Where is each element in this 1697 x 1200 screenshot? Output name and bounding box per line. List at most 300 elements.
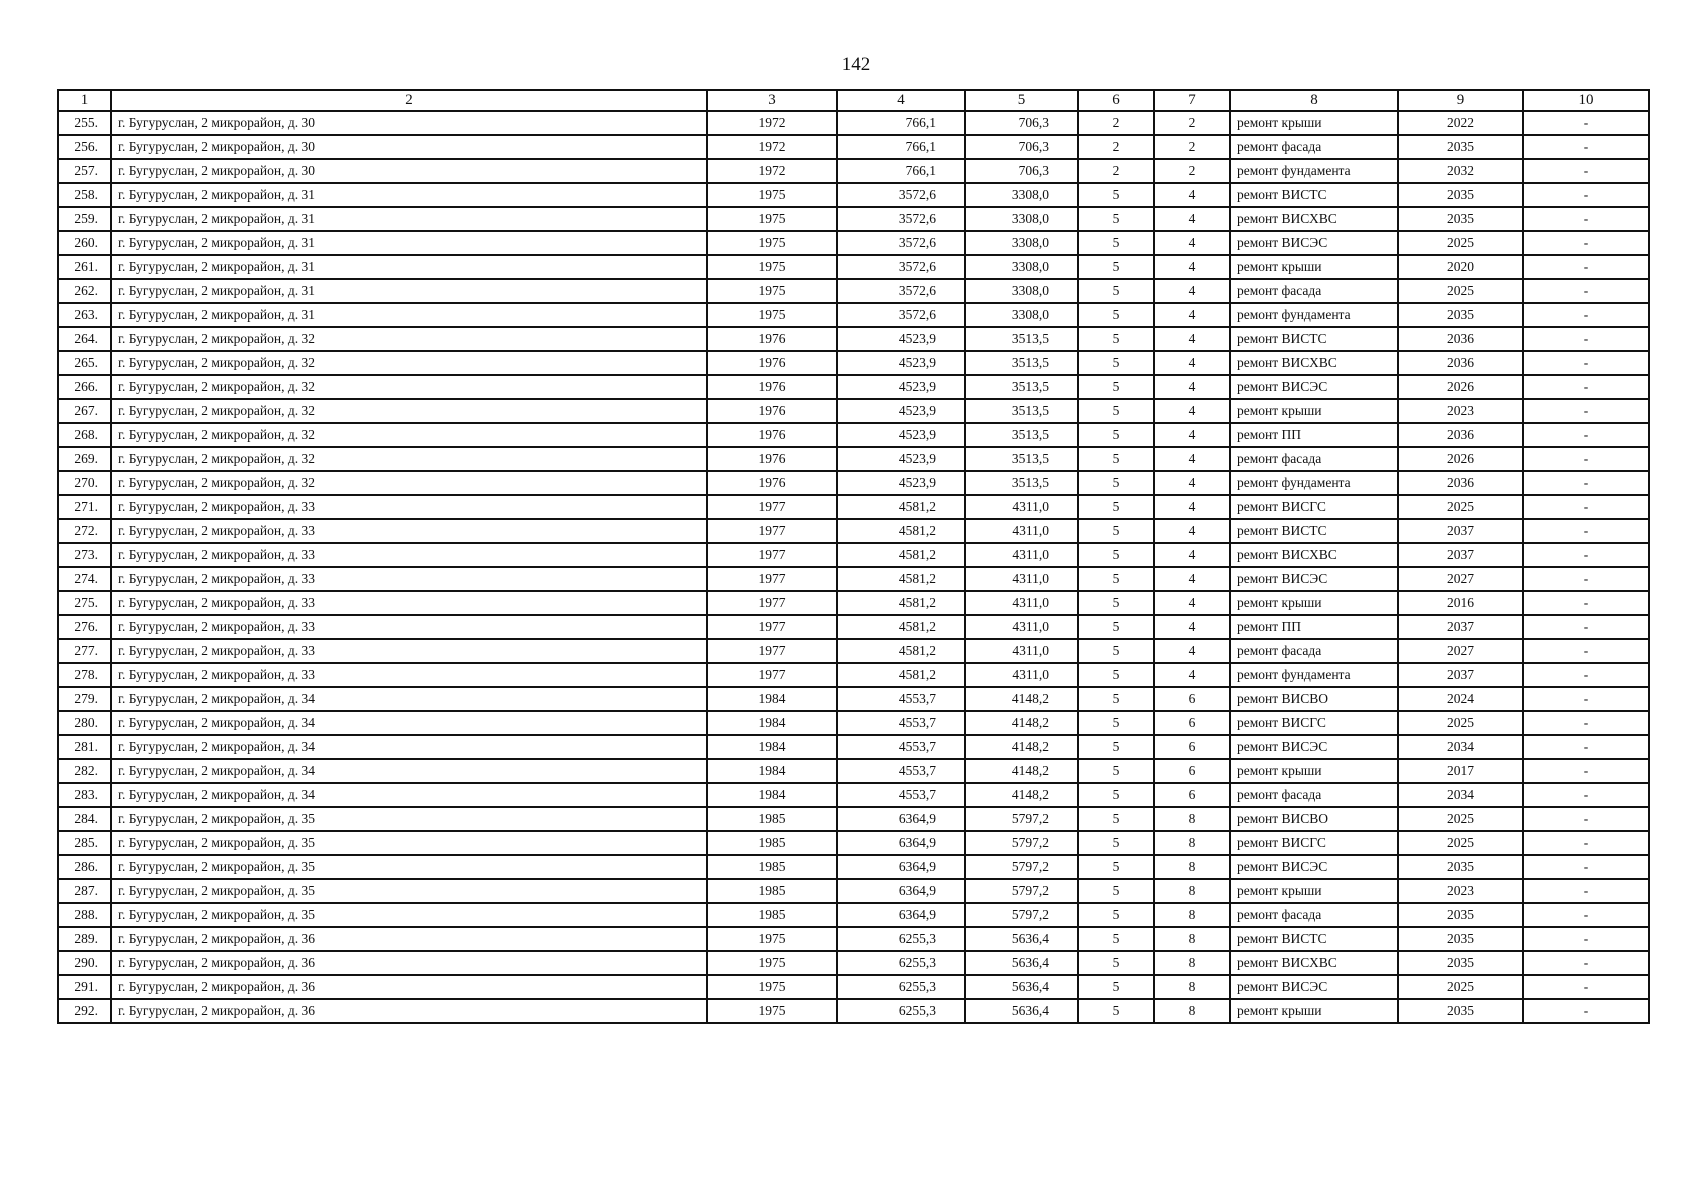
planned-year-cell: 2036 [1398,327,1523,351]
row-number-cell: 262. [58,279,111,303]
row-number-cell: 263. [58,303,111,327]
floors-cell: 5 [1078,615,1154,639]
floors-cell: 5 [1078,327,1154,351]
note-cell: - [1523,903,1649,927]
entrances-cell: 4 [1154,231,1230,255]
floors-cell: 2 [1078,135,1154,159]
living-area-cell: 5797,2 [965,879,1078,903]
living-area-cell: 4311,0 [965,663,1078,687]
row-number-cell: 268. [58,423,111,447]
table-row [58,255,1649,279]
row-number-cell: 264. [58,327,111,351]
note-cell: - [1523,447,1649,471]
work-type-cell: ремонт ВИСТС [1230,519,1398,543]
address-cell: г. Бугуруслан, 2 микрорайон, д. 33 [111,543,707,567]
floors-cell: 5 [1078,879,1154,903]
table-row [58,591,1649,615]
entrances-cell: 8 [1154,927,1230,951]
note-cell: - [1523,111,1649,135]
address-cell: г. Бугуруслан, 2 микрорайон, д. 30 [111,159,707,183]
row-number-cell: 291. [58,975,111,999]
column-header: 8 [1230,90,1398,111]
planned-year-cell: 2036 [1398,471,1523,495]
column-header: 4 [837,90,965,111]
work-type-cell: ремонт ВИСХВС [1230,543,1398,567]
note-cell: - [1523,495,1649,519]
row-number-cell: 284. [58,807,111,831]
living-area-cell: 4311,0 [965,591,1078,615]
row-number-cell: 280. [58,711,111,735]
build-year-cell: 1976 [707,375,837,399]
row-number-cell: 289. [58,927,111,951]
floors-cell: 5 [1078,591,1154,615]
row-number-cell: 283. [58,783,111,807]
living-area-cell: 5636,4 [965,975,1078,999]
planned-year-cell: 2037 [1398,543,1523,567]
total-area-cell: 6255,3 [837,975,965,999]
living-area-cell: 4311,0 [965,543,1078,567]
living-area-cell: 3308,0 [965,279,1078,303]
floors-cell: 5 [1078,399,1154,423]
row-number-cell: 290. [58,951,111,975]
note-cell: - [1523,735,1649,759]
address-cell: г. Бугуруслан, 2 микрорайон, д. 35 [111,807,707,831]
table-row [58,351,1649,375]
row-number-cell: 282. [58,759,111,783]
total-area-cell: 4523,9 [837,447,965,471]
address-cell: г. Бугуруслан, 2 микрорайон, д. 33 [111,567,707,591]
total-area-cell: 6255,3 [837,927,965,951]
planned-year-cell: 2037 [1398,663,1523,687]
planned-year-cell: 2023 [1398,399,1523,423]
living-area-cell: 3308,0 [965,231,1078,255]
table-row [58,975,1649,999]
work-type-cell: ремонт ВИСГС [1230,711,1398,735]
entrances-cell: 4 [1154,543,1230,567]
planned-year-cell: 2024 [1398,687,1523,711]
living-area-cell: 5636,4 [965,951,1078,975]
planned-year-cell: 2027 [1398,567,1523,591]
build-year-cell: 1972 [707,111,837,135]
work-type-cell: ремонт ПП [1230,615,1398,639]
address-cell: г. Бугуруслан, 2 микрорайон, д. 33 [111,591,707,615]
floors-cell: 5 [1078,279,1154,303]
entrances-cell: 6 [1154,687,1230,711]
build-year-cell: 1977 [707,591,837,615]
address-cell: г. Бугуруслан, 2 микрорайон, д. 32 [111,327,707,351]
entrances-cell: 8 [1154,975,1230,999]
row-number-cell: 292. [58,999,111,1023]
build-year-cell: 1985 [707,831,837,855]
note-cell: - [1523,639,1649,663]
table-row [58,663,1649,687]
planned-year-cell: 2035 [1398,855,1523,879]
address-cell: г. Бугуруслан, 2 микрорайон, д. 32 [111,399,707,423]
entrances-cell: 2 [1154,135,1230,159]
note-cell: - [1523,831,1649,855]
entrances-cell: 4 [1154,639,1230,663]
work-type-cell: ремонт ВИСЭС [1230,735,1398,759]
address-cell: г. Бугуруслан, 2 микрорайон, д. 36 [111,999,707,1023]
total-area-cell: 4523,9 [837,375,965,399]
page-number: 142 [841,54,871,75]
table-row [58,879,1649,903]
row-number-cell: 273. [58,543,111,567]
note-cell: - [1523,807,1649,831]
living-area-cell: 5797,2 [965,903,1078,927]
column-header: 9 [1398,90,1523,111]
address-cell: г. Бугуруслан, 2 микрорайон, д. 31 [111,255,707,279]
build-year-cell: 1976 [707,423,837,447]
table-row [58,711,1649,735]
row-number-cell: 272. [58,519,111,543]
total-area-cell: 3572,6 [837,183,965,207]
note-cell: - [1523,687,1649,711]
total-area-cell: 3572,6 [837,207,965,231]
total-area-cell: 6364,9 [837,903,965,927]
row-number-cell: 257. [58,159,111,183]
table-row [58,903,1649,927]
planned-year-cell: 2023 [1398,879,1523,903]
floors-cell: 5 [1078,999,1154,1023]
total-area-cell: 4581,2 [837,495,965,519]
table-row [58,519,1649,543]
row-number-cell: 260. [58,231,111,255]
total-area-cell: 6364,9 [837,855,965,879]
floors-cell: 5 [1078,807,1154,831]
entrances-cell: 8 [1154,999,1230,1023]
planned-year-cell: 2034 [1398,783,1523,807]
entrances-cell: 4 [1154,519,1230,543]
table-row [58,447,1649,471]
planned-year-cell: 2025 [1398,279,1523,303]
work-type-cell: ремонт ПП [1230,423,1398,447]
total-area-cell: 6255,3 [837,951,965,975]
entrances-cell: 4 [1154,399,1230,423]
living-area-cell: 3513,5 [965,423,1078,447]
build-year-cell: 1976 [707,351,837,375]
entrances-cell: 4 [1154,591,1230,615]
floors-cell: 2 [1078,159,1154,183]
floors-cell: 5 [1078,639,1154,663]
work-type-cell: ремонт фундамента [1230,663,1398,687]
column-number-header-row [58,90,1649,111]
entrances-cell: 8 [1154,807,1230,831]
address-cell: г. Бугуруслан, 2 микрорайон, д. 31 [111,183,707,207]
total-area-cell: 4581,2 [837,663,965,687]
total-area-cell: 4581,2 [837,543,965,567]
planned-year-cell: 2036 [1398,351,1523,375]
planned-year-cell: 2035 [1398,135,1523,159]
living-area-cell: 3513,5 [965,447,1078,471]
build-year-cell: 1976 [707,447,837,471]
table-row [58,759,1649,783]
floors-cell: 5 [1078,735,1154,759]
living-area-cell: 3513,5 [965,399,1078,423]
entrances-cell: 4 [1154,567,1230,591]
entrances-cell: 2 [1154,159,1230,183]
living-area-cell: 3308,0 [965,183,1078,207]
floors-cell: 5 [1078,471,1154,495]
total-area-cell: 4581,2 [837,591,965,615]
planned-year-cell: 2035 [1398,903,1523,927]
row-number-cell: 266. [58,375,111,399]
note-cell: - [1523,567,1649,591]
total-area-cell: 766,1 [837,111,965,135]
build-year-cell: 1975 [707,999,837,1023]
build-year-cell: 1975 [707,279,837,303]
work-type-cell: ремонт крыши [1230,111,1398,135]
planned-year-cell: 2025 [1398,807,1523,831]
planned-year-cell: 2027 [1398,639,1523,663]
build-year-cell: 1977 [707,663,837,687]
planned-year-cell: 2035 [1398,951,1523,975]
address-cell: г. Бугуруслан, 2 микрорайон, д. 32 [111,447,707,471]
floors-cell: 5 [1078,975,1154,999]
note-cell: - [1523,423,1649,447]
planned-year-cell: 2026 [1398,375,1523,399]
address-cell: г. Бугуруслан, 2 микрорайон, д. 32 [111,423,707,447]
living-area-cell: 3513,5 [965,471,1078,495]
table-row [58,207,1649,231]
note-cell: - [1523,783,1649,807]
living-area-cell: 706,3 [965,111,1078,135]
build-year-cell: 1975 [707,303,837,327]
total-area-cell: 4553,7 [837,687,965,711]
row-number-cell: 285. [58,831,111,855]
build-year-cell: 1977 [707,567,837,591]
work-type-cell: ремонт фасада [1230,135,1398,159]
table-row [58,471,1649,495]
total-area-cell: 4553,7 [837,735,965,759]
address-cell: г. Бугуруслан, 2 микрорайон, д. 34 [111,759,707,783]
living-area-cell: 5797,2 [965,855,1078,879]
entrances-cell: 4 [1154,471,1230,495]
address-cell: г. Бугуруслан, 2 микрорайон, д. 35 [111,903,707,927]
work-type-cell: ремонт фасада [1230,903,1398,927]
note-cell: - [1523,303,1649,327]
total-area-cell: 6364,9 [837,807,965,831]
build-year-cell: 1972 [707,135,837,159]
planned-year-cell: 2035 [1398,999,1523,1023]
note-cell: - [1523,519,1649,543]
column-header: 1 [58,90,111,111]
entrances-cell: 6 [1154,735,1230,759]
entrances-cell: 4 [1154,207,1230,231]
living-area-cell: 5636,4 [965,927,1078,951]
note-cell: - [1523,183,1649,207]
note-cell: - [1523,351,1649,375]
total-area-cell: 4581,2 [837,519,965,543]
floors-cell: 5 [1078,255,1154,279]
note-cell: - [1523,279,1649,303]
living-area-cell: 4311,0 [965,495,1078,519]
total-area-cell: 3572,6 [837,279,965,303]
note-cell: - [1523,135,1649,159]
address-cell: г. Бугуруслан, 2 микрорайон, д. 31 [111,279,707,303]
row-number-cell: 259. [58,207,111,231]
table-body [58,111,1649,1023]
floors-cell: 5 [1078,687,1154,711]
column-header: 6 [1078,90,1154,111]
total-area-cell: 4523,9 [837,327,965,351]
planned-year-cell: 2025 [1398,711,1523,735]
build-year-cell: 1975 [707,255,837,279]
row-number-cell: 276. [58,615,111,639]
floors-cell: 5 [1078,831,1154,855]
planned-year-cell: 2025 [1398,831,1523,855]
total-area-cell: 3572,6 [837,303,965,327]
row-number-cell: 286. [58,855,111,879]
note-cell: - [1523,615,1649,639]
table-row [58,639,1649,663]
total-area-cell: 4553,7 [837,759,965,783]
build-year-cell: 1975 [707,183,837,207]
row-number-cell: 288. [58,903,111,927]
entrances-cell: 4 [1154,279,1230,303]
address-cell: г. Бугуруслан, 2 микрорайон, д. 34 [111,687,707,711]
note-cell: - [1523,375,1649,399]
floors-cell: 5 [1078,711,1154,735]
work-type-cell: ремонт ВИСЭС [1230,231,1398,255]
row-number-cell: 287. [58,879,111,903]
note-cell: - [1523,879,1649,903]
build-year-cell: 1984 [707,759,837,783]
work-type-cell: ремонт фасада [1230,639,1398,663]
address-cell: г. Бугуруслан, 2 микрорайон, д. 34 [111,711,707,735]
table-row [58,495,1649,519]
row-number-cell: 258. [58,183,111,207]
entrances-cell: 4 [1154,495,1230,519]
build-year-cell: 1984 [707,783,837,807]
work-type-cell: ремонт ВИСХВС [1230,951,1398,975]
work-type-cell: ремонт фасада [1230,279,1398,303]
living-area-cell: 3513,5 [965,351,1078,375]
row-number-cell: 278. [58,663,111,687]
total-area-cell: 4523,9 [837,351,965,375]
total-area-cell: 766,1 [837,135,965,159]
address-cell: г. Бугуруслан, 2 микрорайон, д. 33 [111,639,707,663]
note-cell: - [1523,975,1649,999]
work-type-cell: ремонт крыши [1230,591,1398,615]
table-row [58,327,1649,351]
address-cell: г. Бугуруслан, 2 микрорайон, д. 33 [111,615,707,639]
row-number-cell: 271. [58,495,111,519]
address-cell: г. Бугуруслан, 2 микрорайон, д. 34 [111,735,707,759]
build-year-cell: 1972 [707,159,837,183]
floors-cell: 5 [1078,903,1154,927]
column-header: 3 [707,90,837,111]
address-cell: г. Бугуруслан, 2 микрорайон, д. 30 [111,135,707,159]
table-row [58,279,1649,303]
floors-cell: 5 [1078,495,1154,519]
column-header: 10 [1523,90,1649,111]
address-cell: г. Бугуруслан, 2 микрорайон, д. 36 [111,951,707,975]
address-cell: г. Бугуруслан, 2 микрорайон, д. 35 [111,879,707,903]
total-area-cell: 3572,6 [837,231,965,255]
table-row [58,423,1649,447]
entrances-cell: 8 [1154,903,1230,927]
work-type-cell: ремонт фасада [1230,783,1398,807]
work-type-cell: ремонт ВИСВО [1230,807,1398,831]
build-year-cell: 1977 [707,519,837,543]
table-row [58,735,1649,759]
note-cell: - [1523,855,1649,879]
living-area-cell: 4148,2 [965,783,1078,807]
build-year-cell: 1985 [707,807,837,831]
planned-year-cell: 2025 [1398,495,1523,519]
note-cell: - [1523,591,1649,615]
planned-year-cell: 2037 [1398,615,1523,639]
work-type-cell: ремонт крыши [1230,255,1398,279]
living-area-cell: 4311,0 [965,615,1078,639]
floors-cell: 5 [1078,183,1154,207]
living-area-cell: 5636,4 [965,999,1078,1023]
build-year-cell: 1985 [707,879,837,903]
floors-cell: 5 [1078,543,1154,567]
living-area-cell: 3308,0 [965,303,1078,327]
planned-year-cell: 2020 [1398,255,1523,279]
living-area-cell: 4148,2 [965,759,1078,783]
row-number-cell: 270. [58,471,111,495]
note-cell: - [1523,663,1649,687]
note-cell: - [1523,255,1649,279]
column-header: 7 [1154,90,1230,111]
work-type-cell: ремонт ВИСЭС [1230,975,1398,999]
build-year-cell: 1976 [707,399,837,423]
floors-cell: 5 [1078,663,1154,687]
floors-cell: 5 [1078,351,1154,375]
entrances-cell: 4 [1154,351,1230,375]
work-type-cell: ремонт крыши [1230,999,1398,1023]
work-type-cell: ремонт ВИСТС [1230,927,1398,951]
floors-cell: 5 [1078,207,1154,231]
planned-year-cell: 2037 [1398,519,1523,543]
table-row [58,999,1649,1023]
row-number-cell: 267. [58,399,111,423]
work-type-cell: ремонт ВИСХВС [1230,207,1398,231]
living-area-cell: 4311,0 [965,519,1078,543]
floors-cell: 5 [1078,855,1154,879]
entrances-cell: 4 [1154,255,1230,279]
entrances-cell: 4 [1154,447,1230,471]
address-cell: г. Бугуруслан, 2 микрорайон, д. 33 [111,663,707,687]
planned-year-cell: 2036 [1398,423,1523,447]
build-year-cell: 1976 [707,471,837,495]
living-area-cell: 3513,5 [965,375,1078,399]
note-cell: - [1523,759,1649,783]
living-area-cell: 5797,2 [965,831,1078,855]
table-row [58,567,1649,591]
work-type-cell: ремонт ВИСЭС [1230,375,1398,399]
entrances-cell: 2 [1154,111,1230,135]
work-type-cell: ремонт ВИСТС [1230,183,1398,207]
address-cell: г. Бугуруслан, 2 микрорайон, д. 31 [111,231,707,255]
row-number-cell: 277. [58,639,111,663]
work-type-cell: ремонт фасада [1230,447,1398,471]
build-year-cell: 1984 [707,687,837,711]
note-cell: - [1523,327,1649,351]
address-cell: г. Бугуруслан, 2 микрорайон, д. 36 [111,975,707,999]
address-cell: г. Бугуруслан, 2 микрорайон, д. 32 [111,375,707,399]
note-cell: - [1523,999,1649,1023]
total-area-cell: 4581,2 [837,567,965,591]
table-row [58,687,1649,711]
living-area-cell: 4148,2 [965,687,1078,711]
total-area-cell: 6364,9 [837,879,965,903]
table-row [58,183,1649,207]
address-cell: г. Бугуруслан, 2 микрорайон, д. 30 [111,111,707,135]
